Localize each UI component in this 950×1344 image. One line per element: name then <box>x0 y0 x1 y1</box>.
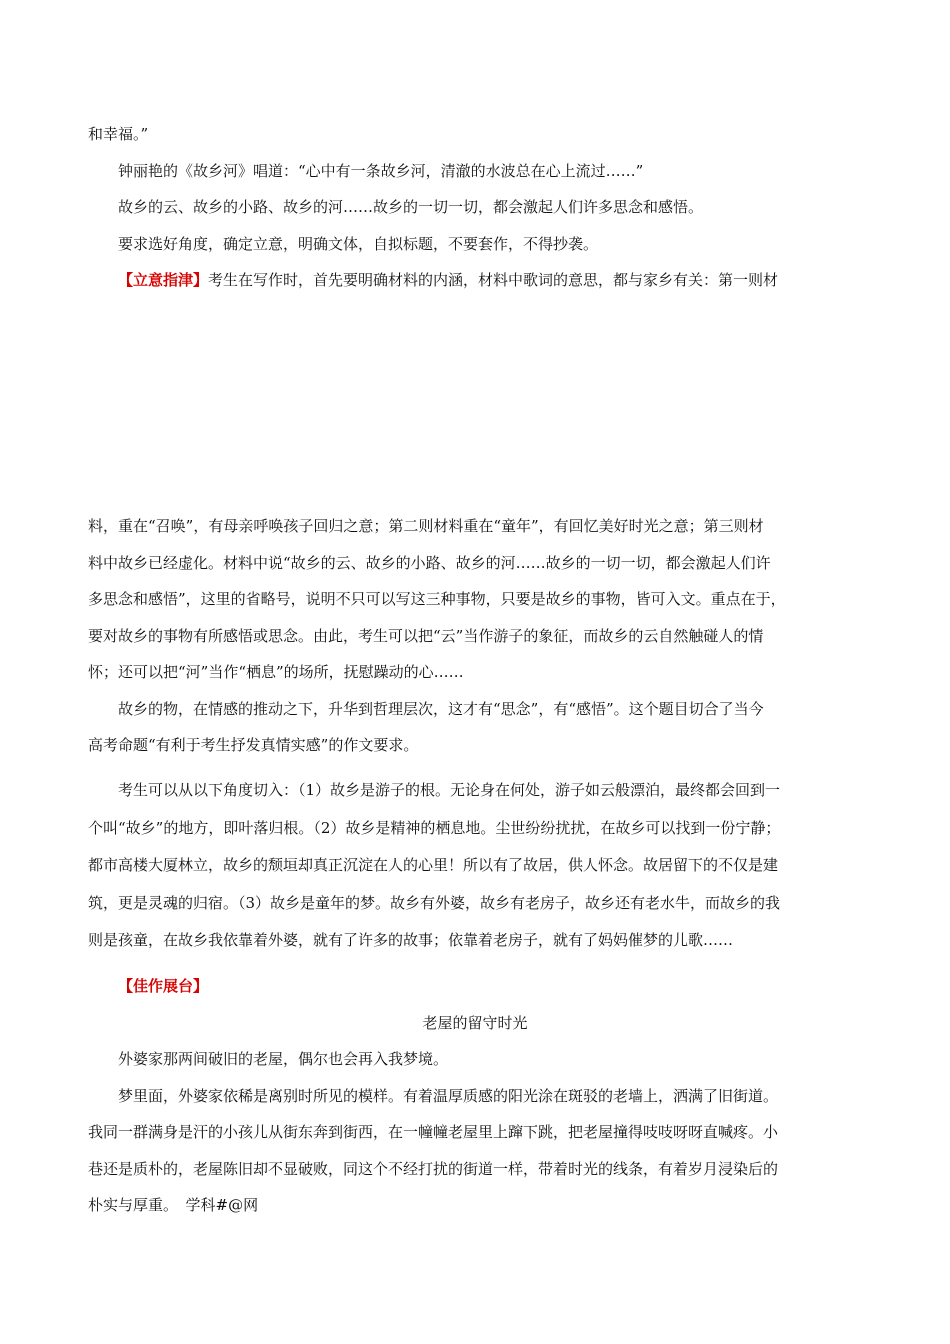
paragraph-line: 料，重在“召唤”，有母亲呼唤孩子回归之意；第二则材料重在“童年”，有回忆美好时光之意；第三则材 <box>88 517 764 535</box>
paragraph-line: 故乡的云、故乡的小路、故乡的河……故乡的一切一切，都会激起人们许多思念和感悟。 <box>118 198 704 216</box>
paragraph-line: 要对故乡的事物有所感悟或思念。由此，考生可以把“云”当作游子的象征，而故乡的云自然触碰人的情 <box>88 626 764 645</box>
guide-tag: 【立意指津】 <box>118 271 209 289</box>
paragraph-line: 高考命题“有利于考生抒发真情实感”的作文要求。 <box>88 736 419 754</box>
angles-section <box>88 772 862 960</box>
paragraph-line: 外婆家那两间破旧的老屋，偶尔也会再入我梦境。 <box>118 1050 449 1068</box>
guide-text: 考生在写作时，首先要明确材料的内涵，材料中歌词的意思，都与家乡有关：第一则材 <box>208 271 779 289</box>
prompt-section <box>88 116 862 299</box>
paragraph-line: 故乡的物，在情感的推动之下，升华到哲理层次，这才有“思念”，有“感悟”。这个题目切合了当今 <box>118 699 764 718</box>
showcase-section <box>88 968 862 1224</box>
paragraph-line: 和幸福。” <box>88 125 149 143</box>
paragraph-line: 梦里面，外婆家依稀是离别时所见的模样。有着温厚质感的阳光涂在斑驳的老墙上，洒满了旧街道。 <box>118 1086 779 1105</box>
paragraph-line: 朴实与厚重。 学科#@网 <box>88 1196 259 1214</box>
guide-paragraph <box>88 262 862 299</box>
paragraph-line: 多思念和感悟”，这里的省略号，说明不只可以写这三种事物，只要是故乡的事物，皆可入文。重点在于， <box>88 590 786 608</box>
paragraph-line: 筑，更是灵魂的归宿。（3）故乡是童年的梦。故乡有外婆，故乡有老房子，故乡还有老水牛，而故乡的我 <box>88 893 781 912</box>
guide-continuation <box>88 508 862 764</box>
paragraph-line: 我同一群满身是汗的小孩儿从街东奔到街西，在一幢幢老屋里上蹿下跳，把老屋撞得吱吱呀呀直喊疼。小 <box>88 1123 779 1141</box>
essay-title: 老屋的留守时光 <box>422 1013 528 1032</box>
paragraph-line: 则是孩童，在故乡我依靠着外婆，就有了许多的故事；依靠着老房子，就有了妈妈催梦的儿歌…… <box>88 931 734 950</box>
paragraph-line: 料中故乡已经虚化。材料中说“故乡的云、故乡的小路、故乡的河……故乡的一切一切，都会激起人们许 <box>88 553 771 572</box>
paragraph-line: 都市高楼大厦林立，故乡的颓垣却真正沉淀在人的心里！所以有了故居，供人怀念。故居留下的不仅是建 <box>88 856 779 875</box>
paragraph-line: 要求选好角度，确定立意，明确文体，自拟标题，不要套作，不得抄袭。 <box>118 234 599 253</box>
paragraph-line: 个叫“故乡”的地方，即叶落归根。（2）故乡是精神的栖息地。尘世纷纷扰扰，在故乡可以找到一份宁静； <box>88 818 781 837</box>
paragraph-line: 钟丽艳的《故乡河》唱道：“心中有一条故乡河，清澈的水波总在心上流过……” <box>118 161 644 180</box>
showcase-tag: 【佳作展台】 <box>118 977 209 995</box>
showcase-heading <box>88 968 862 1005</box>
paragraph-line: 怀；还可以把“河”当作“栖息”的场所，抚慰躁动的心…… <box>88 663 464 681</box>
paragraph-line: 巷还是质朴的，老屋陈旧却不显破败，同这个不经打扰的街道一样，带着时光的线条，有着岁月浸染后的 <box>88 1159 779 1178</box>
paragraph-line: 考生可以从以下角度切入：（1）故乡是游子的根。无论身在何处，游子如云般漂泊，最终都会回到一 <box>118 781 781 799</box>
